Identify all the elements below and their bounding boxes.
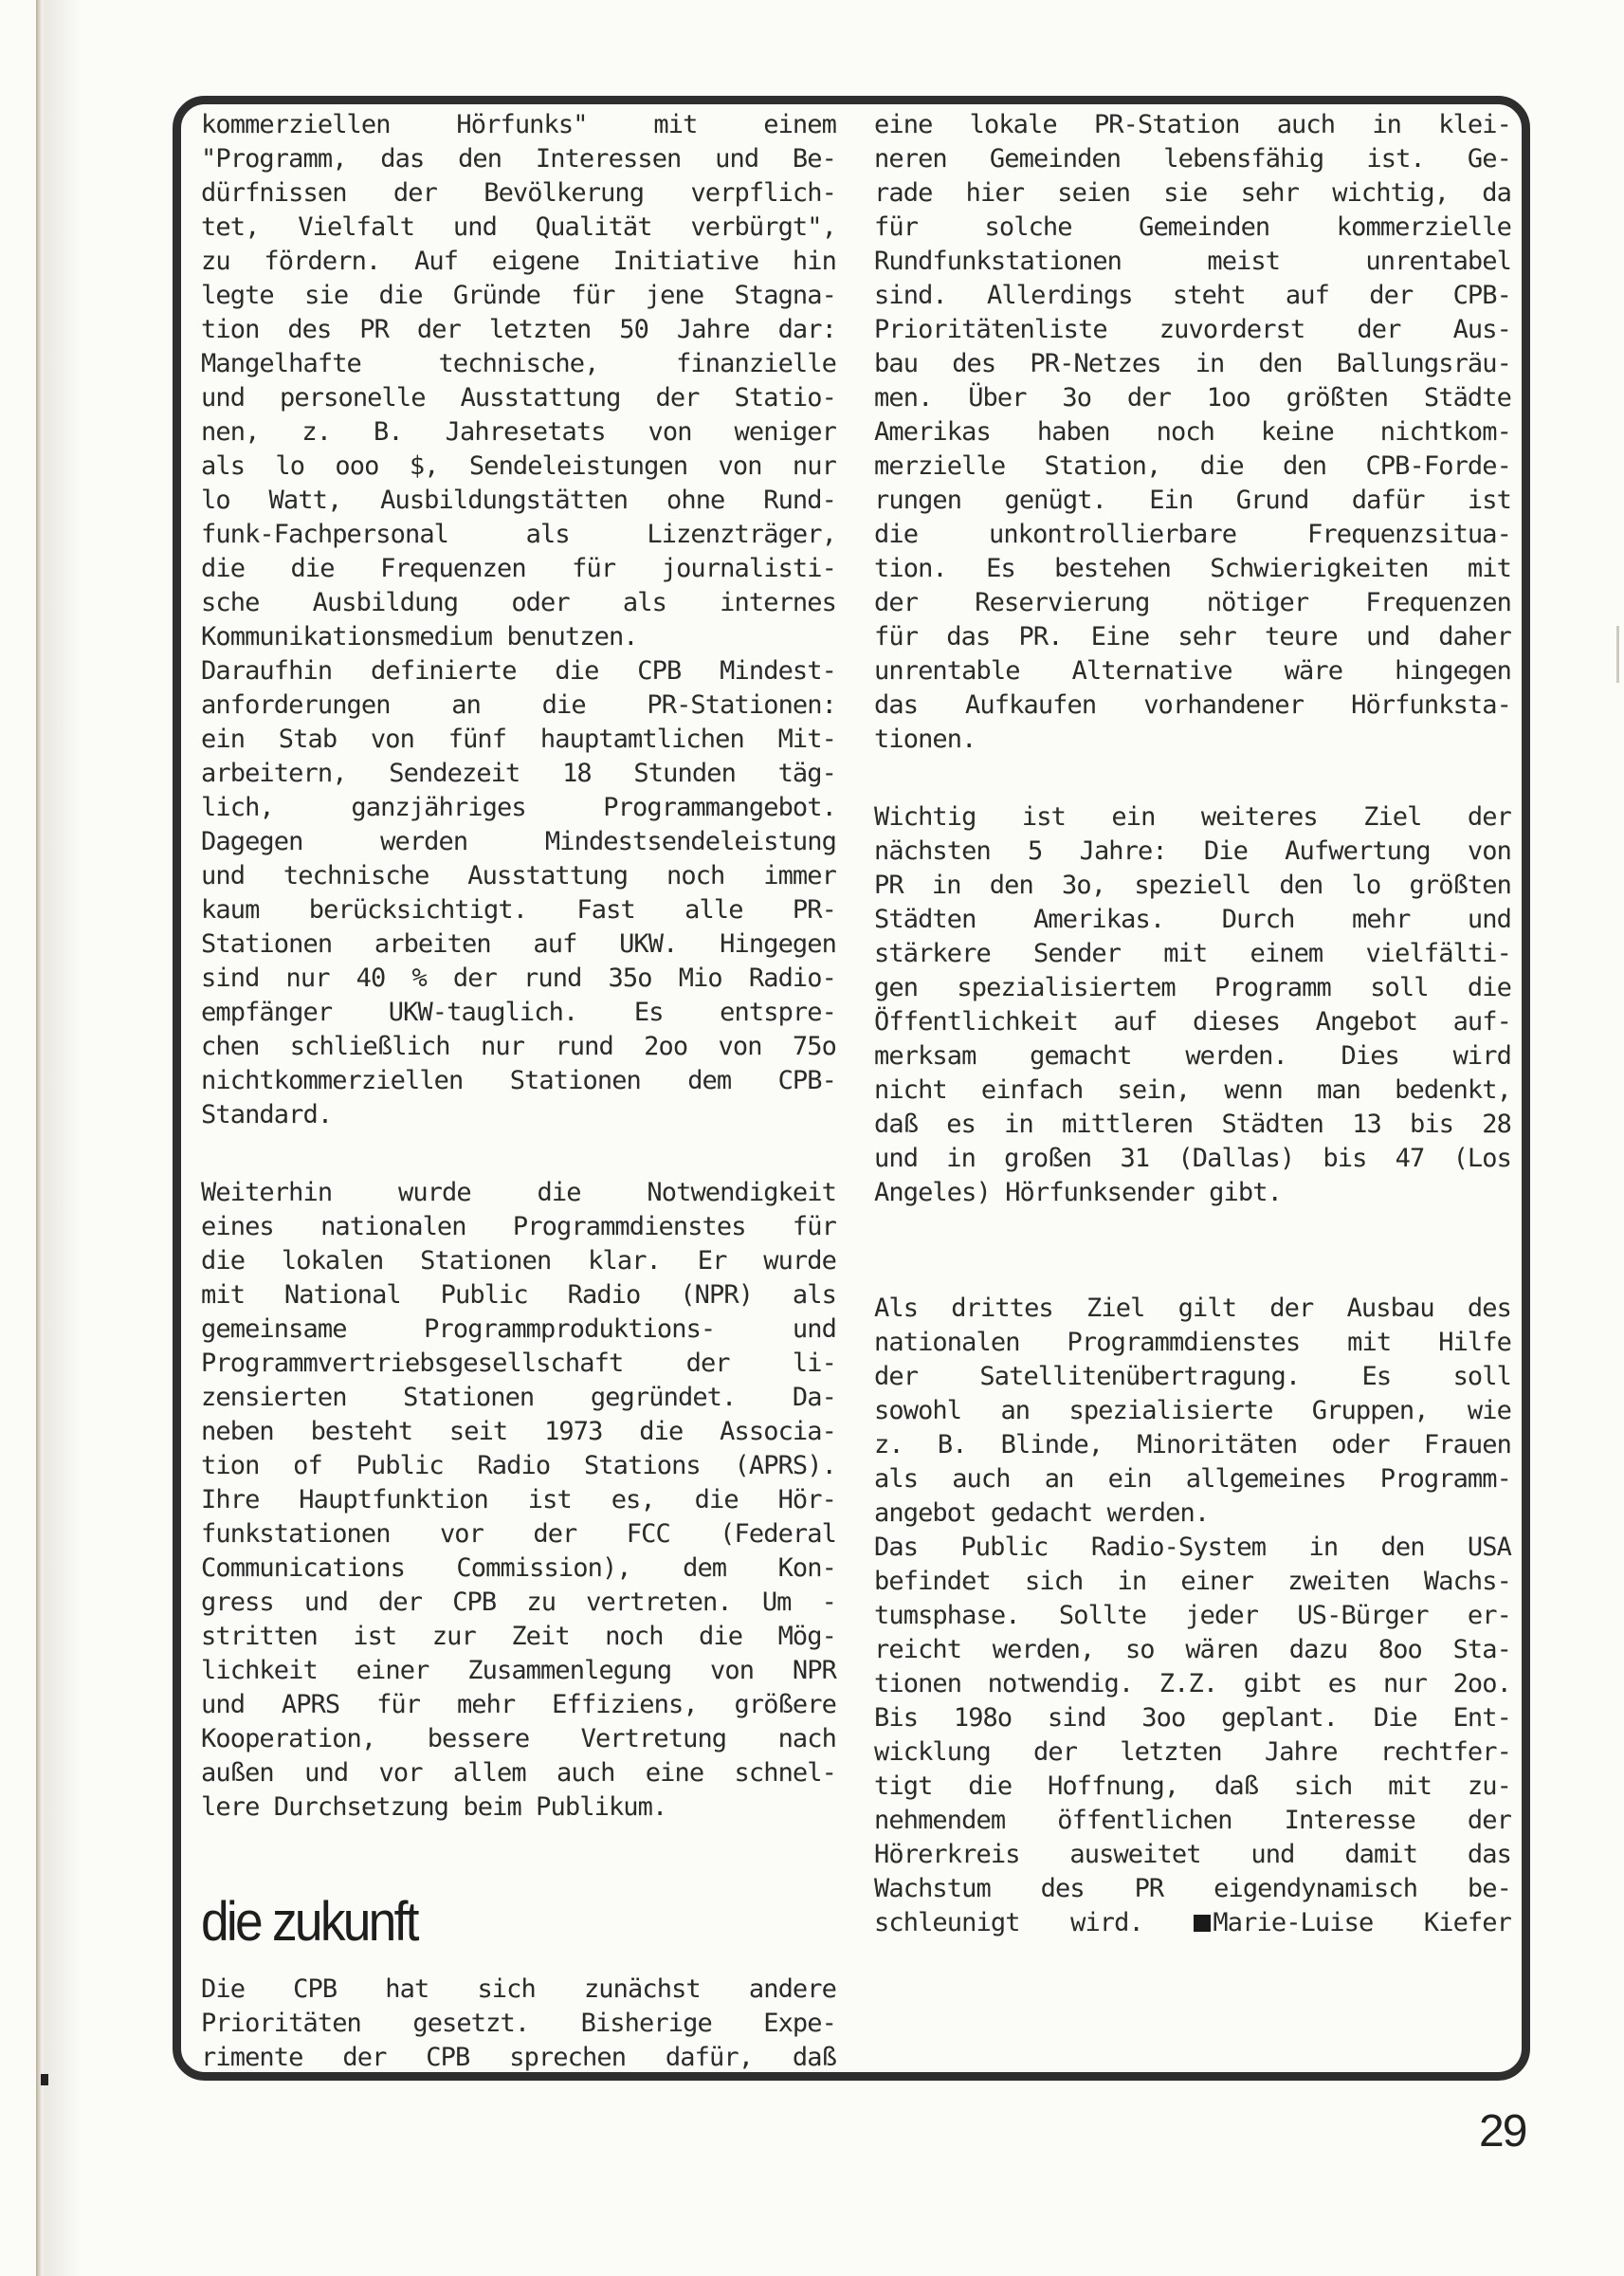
- text-line: gemeinsame Programmproduktions- und: [201, 1314, 836, 1344]
- text-line: PR in den 3o, speziell den lo größten: [874, 871, 1511, 900]
- text-line: lo Watt, Ausbildungstätten ohne Rund-: [201, 486, 836, 515]
- text-line: Ihre Hauptfunktion ist es, die Hör-: [201, 1485, 836, 1514]
- text-line: chen schließlich nur rund 2oo von 75o: [201, 1032, 836, 1061]
- text-line: daß es in mittleren Städten 13 bis 28: [874, 1110, 1511, 1139]
- text-line: Wachstum des PR eigendynamisch be-: [874, 1874, 1511, 1903]
- text-line: lichkeit einer Zusammenlegung von NPR: [201, 1656, 836, 1685]
- text-line: Das Public Radio-System in den USA: [874, 1533, 1511, 1562]
- text-line: angebot gedacht werden.: [874, 1498, 1210, 1528]
- text-line: Städten Amerikas. Durch mehr und: [874, 905, 1511, 934]
- page-binding-edge: [36, 0, 44, 2276]
- text-line: außen und vor allem auch eine schnel-: [201, 1758, 836, 1788]
- text-line: lere Durchsetzung beim Publikum.: [201, 1792, 667, 1822]
- text-line: legte sie die Gründe für jene Stagna-: [201, 281, 836, 310]
- text-line: merksam gemacht werden. Dies wird: [874, 1041, 1511, 1071]
- text-line: Amerikas haben noch keine nichtkom-: [874, 417, 1511, 447]
- text-line: stärkere Sender mit einem vielfälti-: [874, 939, 1511, 968]
- text-line: arbeitern, Sendezeit 18 Stunden täg-: [201, 759, 836, 788]
- text-line: Wichtig ist ein weiteres Ziel der: [874, 802, 1511, 832]
- text-line: als auch an ein allgemeines Programm-: [874, 1464, 1511, 1494]
- text-line: Daraufhin definierte die CPB Mindest-: [201, 656, 836, 686]
- text-line: Dagegen werden Mindestsendeleistung: [201, 827, 836, 856]
- text-line: Prioritätenliste zuvorderst der Aus-: [874, 315, 1511, 344]
- text-line: eines nationalen Programmdienstes für: [201, 1212, 836, 1241]
- text-line: rade hier seien sie sehr wichtig, da: [874, 178, 1511, 208]
- section-heading: die zukunft: [201, 1891, 417, 1953]
- text-line: gress und der CPB zu vertreten. Um -: [201, 1588, 836, 1617]
- text-line: die lokalen Stationen klar. Er wurde: [201, 1246, 836, 1276]
- text-line: eine lokale PR-Station auch in klei-: [874, 110, 1511, 139]
- text-line: Prioritäten gesetzt. Bisherige Expe-: [201, 2009, 836, 2038]
- text-line: für das PR. Eine sehr teure und daher: [874, 622, 1511, 652]
- text-line: nationalen Programmdienstes mit Hilfe: [874, 1328, 1511, 1357]
- text-line: nichtkommerziellen Stationen dem CPB-: [201, 1066, 836, 1095]
- text-line: die unkontrollierbare Frequenzsitua-: [874, 520, 1511, 549]
- text-line: nehmendem öffentlichen Interesse der: [874, 1806, 1511, 1835]
- text-line: neben besteht seit 1973 die Associa-: [201, 1417, 836, 1446]
- page-binding-shadow: [44, 0, 82, 2276]
- text-line: Weiterhin wurde die Notwendigkeit: [201, 1178, 836, 1207]
- text-line: mit National Public Radio (NPR) als: [201, 1280, 836, 1310]
- text-line: gen spezialisiertem Programm soll die: [874, 973, 1511, 1002]
- text-line: Kommunikationsmedium benutzen.: [201, 622, 638, 652]
- text-line: sowohl an spezialisierte Gruppen, wie: [874, 1396, 1511, 1425]
- text-line: Communications Commission), dem Kon-: [201, 1553, 836, 1583]
- text-line: Stationen arbeiten auf UKW. Hingegen: [201, 929, 836, 959]
- text-line: Hörerkreis ausweitet und damit das: [874, 1840, 1511, 1869]
- text-line: tumsphase. Sollte jeder US-Bürger er-: [874, 1601, 1511, 1630]
- text-line: Standard.: [201, 1100, 333, 1129]
- text-line: Als drittes Ziel gilt der Ausbau des: [874, 1294, 1511, 1323]
- text-line: befindet sich in einer zweiten Wachs-: [874, 1567, 1511, 1596]
- text-line: zu fördern. Auf eigene Initiative hin: [201, 247, 836, 276]
- text-line: und personelle Ausstattung der Statio-: [201, 383, 836, 413]
- text-line: kommerziellen Hörfunks" mit einem: [201, 110, 836, 139]
- text-line: rimente der CPB sprechen dafür, daß: [201, 2043, 836, 2072]
- text-line: Kooperation, bessere Vertretung nach: [201, 1724, 836, 1753]
- text-line: nicht einfach sein, wenn man bedenkt,: [874, 1075, 1511, 1105]
- text-line: sche Ausbildung oder als internes: [201, 588, 836, 617]
- text-line: funkstationen vor der FCC (Federal: [201, 1519, 836, 1549]
- text-line: rungen genügt. Ein Grund dafür ist: [874, 486, 1511, 515]
- text-line: die die Frequenzen für journalisti-: [201, 554, 836, 583]
- text-line: tigt die Hoffnung, daß sich mit zu-: [874, 1771, 1511, 1801]
- text-line: Öffentlichkeit auf dieses Angebot auf-: [874, 1007, 1511, 1037]
- text-line: Angeles) Hörfunksender gibt.: [874, 1178, 1282, 1207]
- text-line: als lo ooo $, Sendeleistungen von nur: [201, 451, 836, 481]
- text-line: nen, z. B. Jahresetats von weniger: [201, 417, 836, 447]
- text-line: kaum berücksichtigt. Fast alle PR-: [201, 895, 836, 925]
- text-line: und technische Ausstattung noch immer: [201, 861, 836, 890]
- text-line: tet, Vielfalt und Qualität verbürgt",: [201, 212, 836, 242]
- text-line: tionen notwendig. Z.Z. gibt es nur 2oo.: [874, 1669, 1511, 1698]
- author-name: Marie-Luise Kiefer: [1213, 1908, 1512, 1937]
- text-line: empfänger UKW-tauglich. Es entspre-: [201, 998, 836, 1027]
- text-line: unrentable Alternative wäre hingegen: [874, 656, 1511, 686]
- text-line: "Programm, das den Interessen und Be-: [201, 144, 836, 174]
- text-line: men. Über 3o der 1oo größten Städte: [874, 383, 1511, 413]
- text-line: lich, ganzjähriges Programmangebot.: [201, 793, 836, 822]
- text-line: funk-Fachpersonal als Lizenzträger,: [201, 520, 836, 549]
- author-byline: [1194, 1908, 1511, 1937]
- text-line: z. B. Blinde, Minoritäten oder Frauen: [874, 1430, 1511, 1459]
- text-line: tion of Public Radio Stations (APRS).: [201, 1451, 836, 1480]
- text-line: nächsten 5 Jahre: Die Aufwertung von: [874, 836, 1511, 866]
- text-line: tion des PR der letzten 50 Jahre dar:: [201, 315, 836, 344]
- text-line: für solche Gemeinden kommerzielle: [874, 212, 1511, 242]
- text-line: Rundfunkstationen meist unrentabel: [874, 247, 1511, 276]
- text-line: sind. Allerdings steht auf der CPB-: [874, 281, 1511, 310]
- text-line: Bis 198o sind 3oo geplant. Die Ent-: [874, 1703, 1511, 1733]
- text-line: tionen.: [874, 725, 976, 754]
- text-line: ein Stab von fünf hauptamtlichen Mit-: [201, 725, 836, 754]
- text-line: bau des PR-Netzes in den Ballungsräu-: [874, 349, 1511, 378]
- text-line: Die CPB hat sich zunächst andere: [201, 1974, 836, 2004]
- text-line: neren Gemeinden lebensfähig ist. Ge-: [874, 144, 1511, 174]
- text-line: merzielle Station, die den CPB-Forde-: [874, 451, 1511, 481]
- text-line: sind nur 40 % der rund 35o Mio Radio-: [201, 964, 836, 993]
- text-line: schleunigt wird.: [874, 1908, 1143, 1937]
- text-line: anforderungen an die PR-Stationen:: [201, 690, 836, 720]
- end-mark-icon: [1194, 1915, 1211, 1932]
- text-line: das Aufkaufen vorhandener Hörfunksta-: [874, 690, 1511, 720]
- text-line: und APRS für mehr Effiziens, größere: [201, 1690, 836, 1719]
- text-line: stritten ist zur Zeit noch die Mög-: [201, 1622, 836, 1651]
- text-line: der Reservierung nötiger Frequenzen: [874, 588, 1511, 617]
- closing-line: [874, 1908, 1511, 1938]
- text-line: zensierten Stationen gegründet. Da-: [201, 1383, 836, 1412]
- text-line: wicklung der letzten Jahre rechtfer-: [874, 1737, 1511, 1767]
- text-line: und in großen 31 (Dallas) bis 47 (Los: [874, 1144, 1511, 1173]
- text-line: Mangelhafte technische, finanzielle: [201, 349, 836, 378]
- page-number: 29: [1479, 2106, 1526, 2157]
- scan-artifact: [1616, 626, 1619, 683]
- page-edge-mark: [41, 2074, 48, 2085]
- text-line: Programmvertriebsgesellschaft der li-: [201, 1349, 836, 1378]
- text-line: der Satellitenübertragung. Es soll: [874, 1362, 1511, 1391]
- text-line: dürfnissen der Bevölkerung verpflich-: [201, 178, 836, 208]
- text-line: reicht werden, so wären dazu 8oo Sta-: [874, 1635, 1511, 1664]
- text-line: tion. Es bestehen Schwierigkeiten mit: [874, 554, 1511, 583]
